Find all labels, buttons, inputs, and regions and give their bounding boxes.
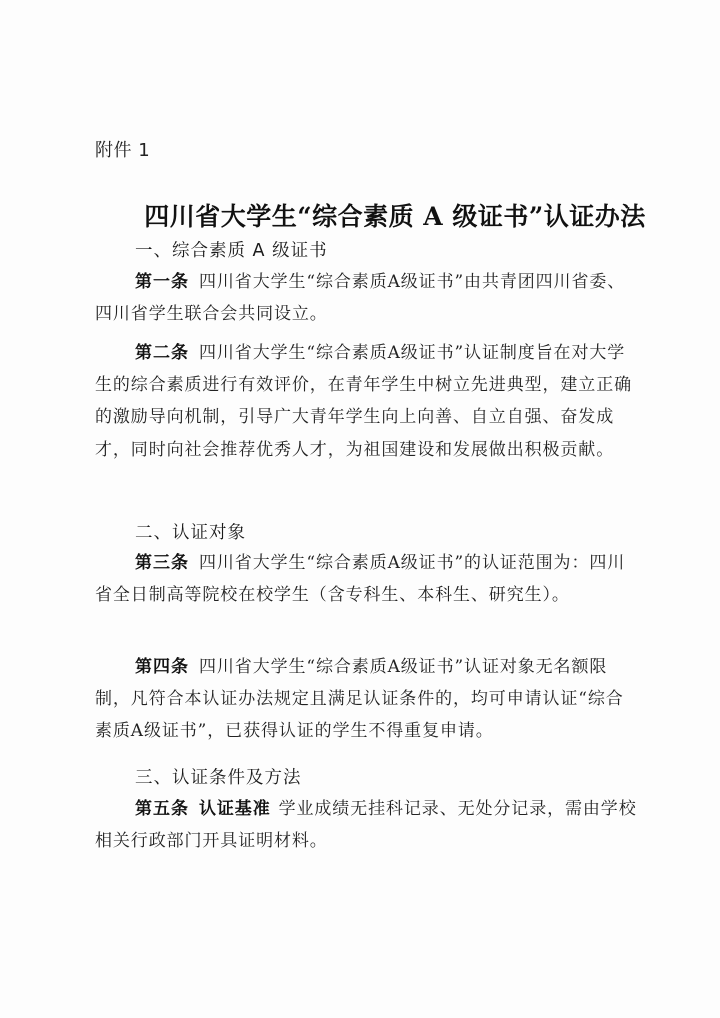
article-5-label: 第五条	[135, 799, 189, 819]
attachment-label: 附件 1	[95, 140, 151, 161]
article-2	[95, 337, 640, 466]
article-1	[95, 266, 640, 330]
section-heading-1: 一、综合素质 A 级证书	[135, 241, 328, 261]
article-3	[95, 547, 640, 611]
section-heading-2: 二、认证对象	[135, 523, 246, 543]
article-1-text: 四川省大学生“综合素质A级证书”由共青团四川省委、四川省学生联合会共同设立。	[95, 272, 626, 325]
article-4	[95, 651, 640, 748]
article-5	[95, 793, 640, 857]
article-5-text: 学业成绩无挂科记录、无处分记录，需由学校相关行政部门开具证明材料。	[95, 799, 637, 852]
document-title-text: 四川省大学生“综合素质 A 级证书”认证办法	[144, 202, 646, 231]
article-3-label: 第三条	[135, 553, 189, 573]
article-2-label: 第二条	[135, 343, 189, 363]
article-2-text: 四川省大学生“综合素质A级证书”认证制度旨在对大学生的综合素质进行有效评价，在青年学生中树立先进典型，建立正确的激励导向机制，引导广大青年学生向上向善、自立自强、奋发成才，同时向社会推荐优秀人才，为祖国建设和发展做出积极贡献。	[95, 343, 632, 460]
article-4-label: 第四条	[135, 657, 189, 677]
article-5-subtitle: 认证基准	[199, 799, 271, 819]
article-3-text: 四川省大学生“综合素质A级证书”的认证范围为：四川省全日制高等院校在校学生（含专科生、本科生、研究生）。	[95, 553, 626, 606]
article-4-text: 四川省大学生“综合素质A级证书”认证对象无名额限制，凡符合本认证办法规定且满足认证条件的，均可申请认证“综合素质A级证书”，已获得认证的学生不得重复申请。	[95, 657, 624, 742]
article-1-label: 第一条	[135, 272, 189, 292]
section-heading-3: 三、认证条件及方法	[135, 768, 302, 788]
document-title	[0, 197, 720, 233]
